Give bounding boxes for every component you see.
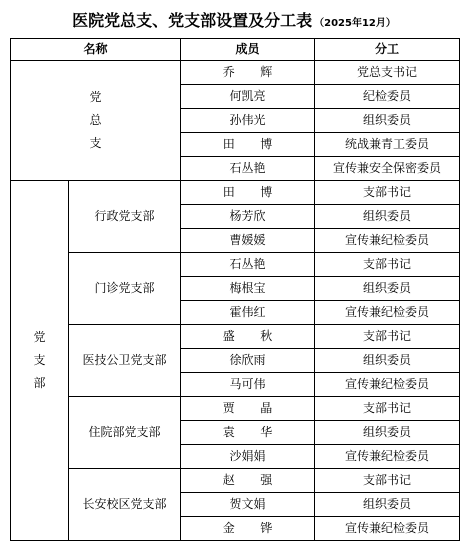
duty-cell: 宣传兼安全保密委员 (315, 157, 460, 181)
member-cell: 沙娟娟 (181, 445, 315, 469)
header-duty: 分工 (315, 39, 460, 61)
member-cell: 梅根宝 (181, 277, 315, 301)
duty-cell: 支部书记 (315, 325, 460, 349)
table-row (11, 397, 460, 421)
duty-cell: 组织委员 (315, 493, 460, 517)
header-member: 成员 (181, 39, 315, 61)
member-cell: 贺文娟 (181, 493, 315, 517)
table-row (11, 61, 460, 85)
member-cell: 贾 晶 (181, 397, 315, 421)
member-cell: 孙伟光 (181, 109, 315, 133)
branch-name: 医技公卫党支部 (69, 325, 181, 397)
member-cell: 盛 秋 (181, 325, 315, 349)
title-text: 医院党总支、党支部设置及分工表 (72, 11, 313, 30)
header-name: 名称 (11, 39, 181, 61)
duty-cell: 党总支书记 (315, 61, 460, 85)
duty-cell: 支部书记 (315, 181, 460, 205)
table-row (11, 253, 460, 277)
member-cell: 杨芳欣 (181, 205, 315, 229)
general-branch-label: 党 总 支 (11, 61, 181, 181)
branches-section-label: 党 支 部 (11, 181, 69, 541)
table-row (11, 181, 460, 205)
duty-cell: 组织委员 (315, 277, 460, 301)
duty-cell: 组织委员 (315, 205, 460, 229)
member-cell: 赵 强 (181, 469, 315, 493)
duty-cell: 组织委员 (315, 349, 460, 373)
duty-cell: 统战兼青工委员 (315, 133, 460, 157)
member-cell: 袁 华 (181, 421, 315, 445)
member-cell: 田 博 (181, 181, 315, 205)
branch-name: 门诊党支部 (69, 253, 181, 325)
member-cell: 霍伟红 (181, 301, 315, 325)
org-table (10, 38, 460, 541)
table-row (11, 469, 460, 493)
duty-cell: 宣传兼纪检委员 (315, 229, 460, 253)
member-cell: 乔 辉 (181, 61, 315, 85)
duty-cell: 支部书记 (315, 397, 460, 421)
title-date: （2025年12月） (314, 18, 396, 29)
member-cell: 石丛艳 (181, 253, 315, 277)
branch-name: 长安校区党支部 (69, 469, 181, 541)
header-row (11, 39, 460, 61)
member-cell: 石丛艳 (181, 157, 315, 181)
member-cell: 金 铧 (181, 517, 315, 541)
branch-name: 住院部党支部 (69, 397, 181, 469)
duty-cell: 组织委员 (315, 421, 460, 445)
member-cell: 田 博 (181, 133, 315, 157)
member-cell: 马可伟 (181, 373, 315, 397)
duty-cell: 宣传兼纪检委员 (315, 517, 460, 541)
duty-cell: 纪检委员 (315, 85, 460, 109)
member-cell: 何凯亮 (181, 85, 315, 109)
duty-cell: 宣传兼纪检委员 (315, 301, 460, 325)
member-cell: 徐欣雨 (181, 349, 315, 373)
branch-name: 行政党支部 (69, 181, 181, 253)
member-cell: 曹媛媛 (181, 229, 315, 253)
document-title (0, 8, 468, 31)
table-row (11, 325, 460, 349)
duty-cell: 支部书记 (315, 469, 460, 493)
duty-cell: 宣传兼纪检委员 (315, 445, 460, 469)
duty-cell: 宣传兼纪检委员 (315, 373, 460, 397)
duty-cell: 支部书记 (315, 253, 460, 277)
duty-cell: 组织委员 (315, 109, 460, 133)
